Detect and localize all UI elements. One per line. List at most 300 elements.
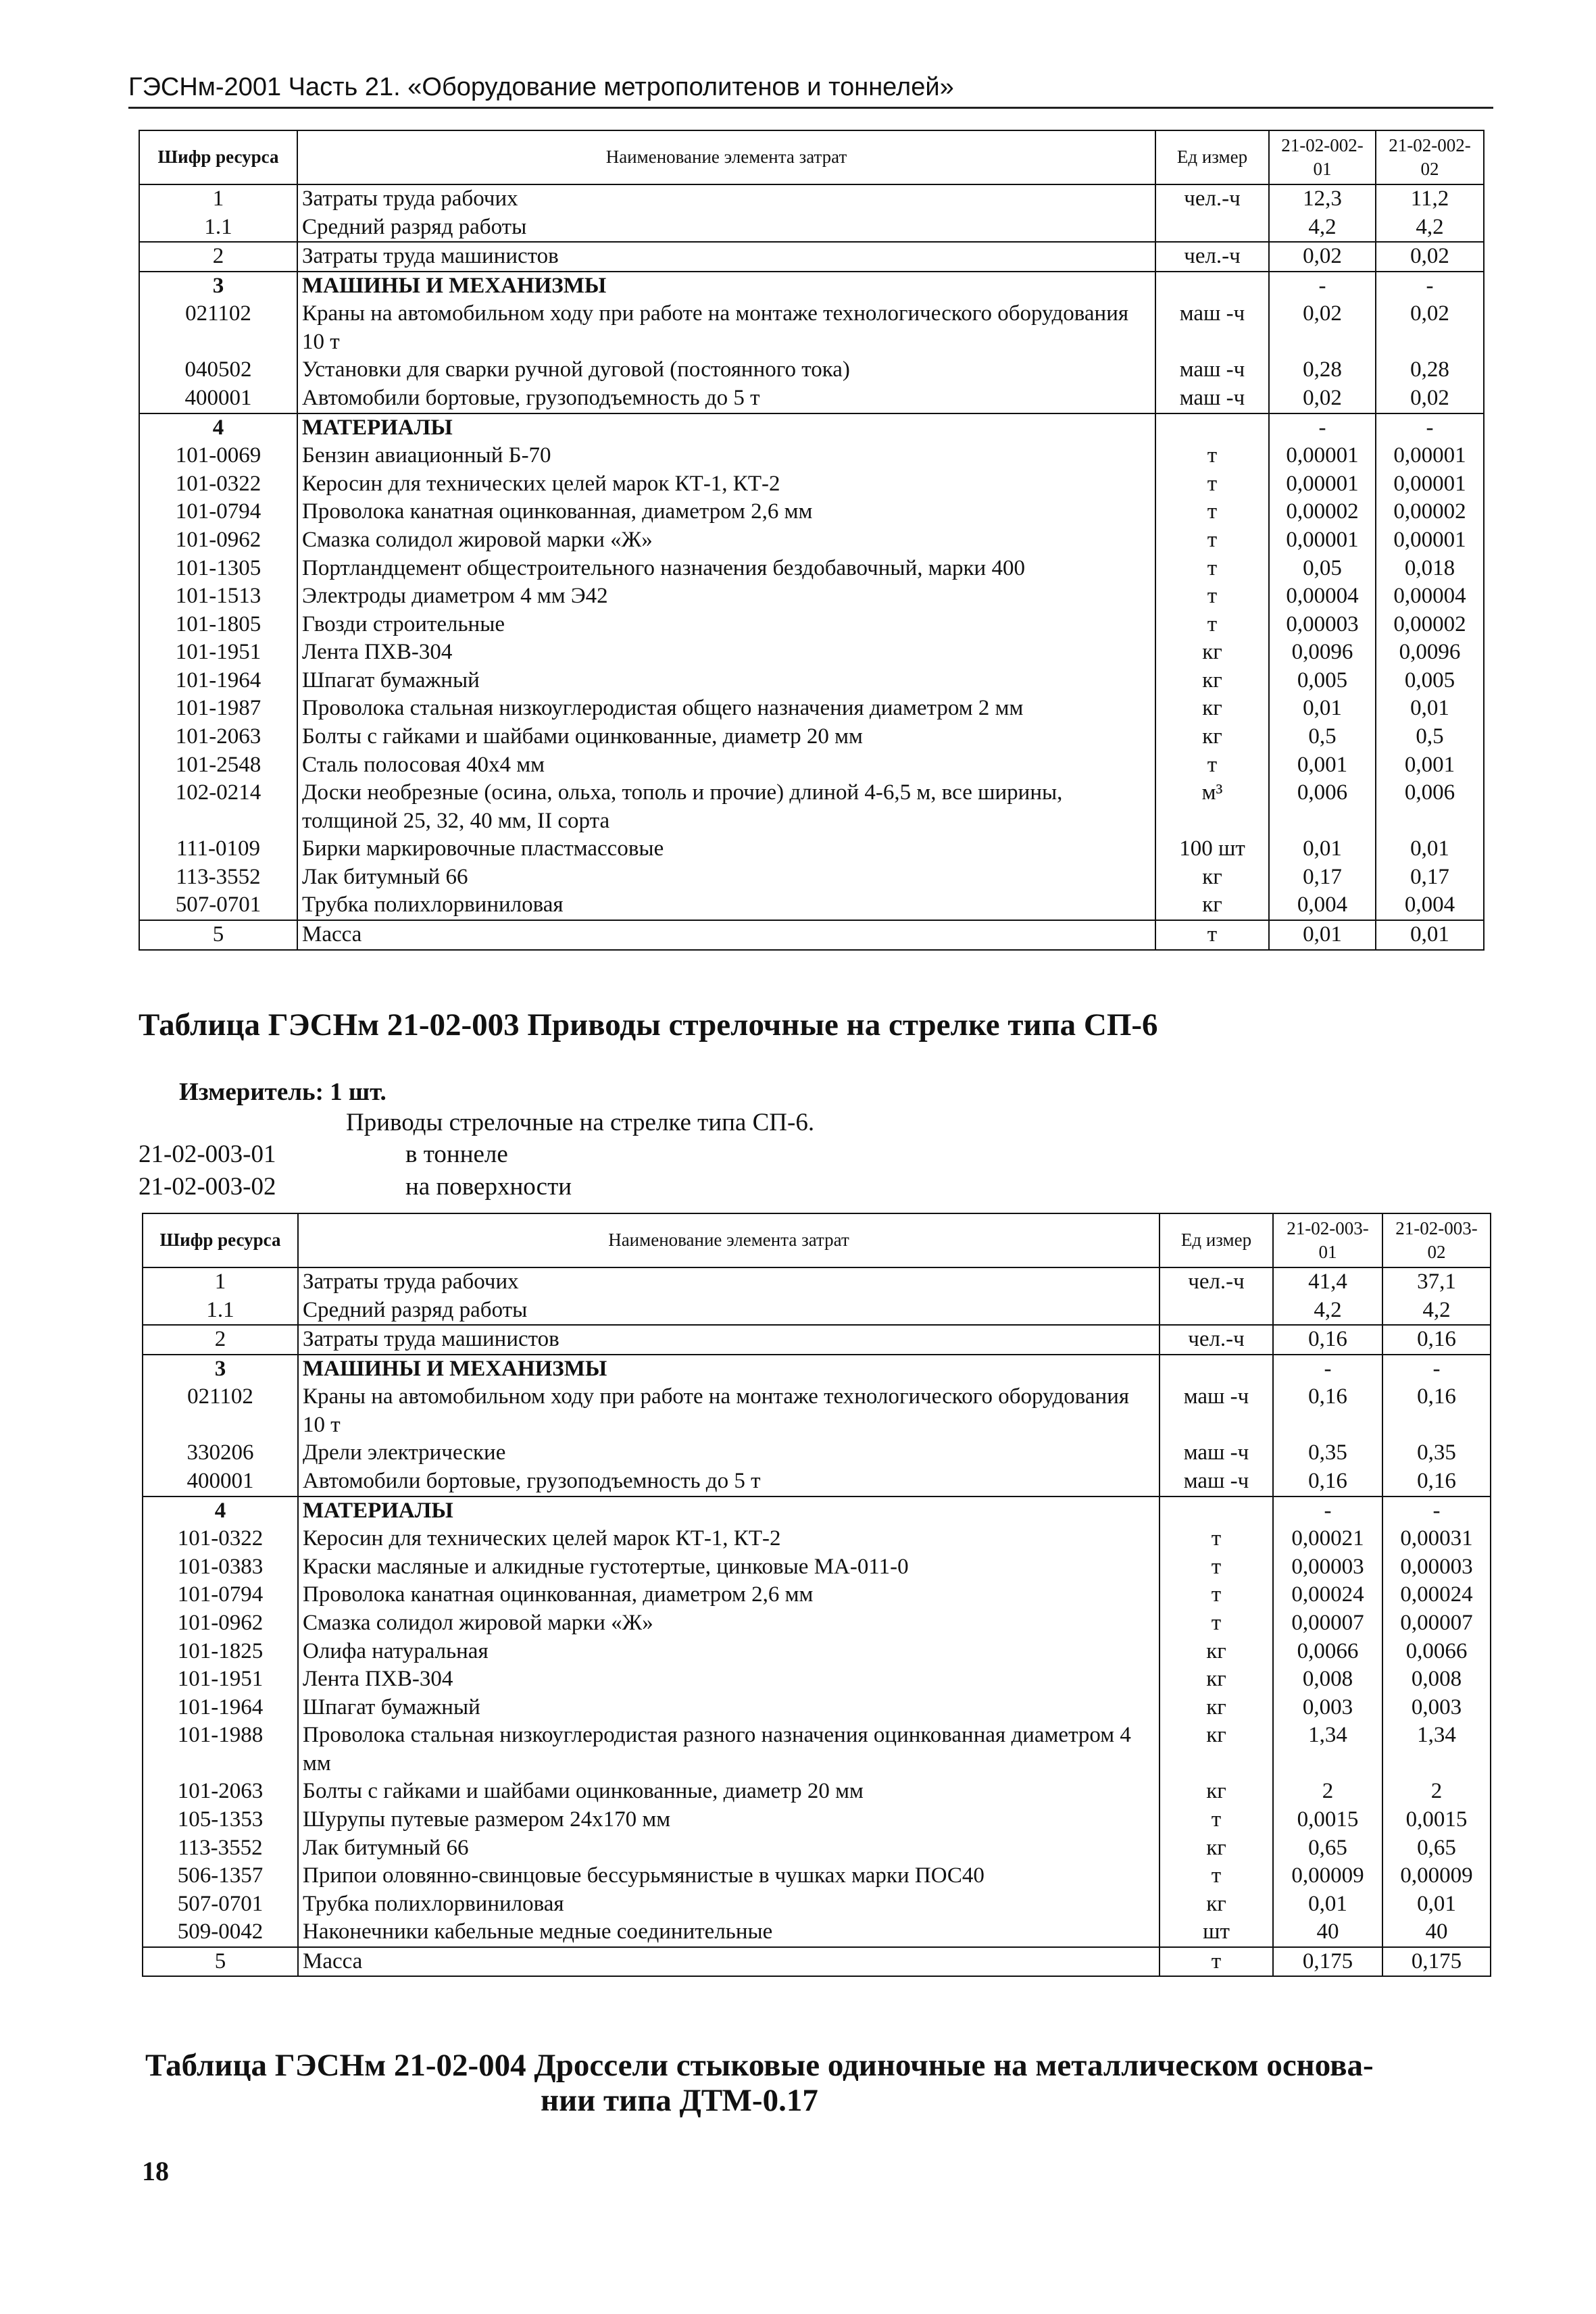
unit-cell: т — [1155, 751, 1269, 780]
value-variant-1-cell: - — [1273, 1355, 1382, 1384]
value-variant-1-cell: 0,008 — [1273, 1665, 1382, 1694]
resource-code-cell: 101-0383 — [143, 1553, 298, 1582]
table-title-21-02-004-continued: нии типа ДТМ-0.17 — [541, 2083, 818, 2118]
resource-name-cell: Олифа натуральная — [298, 1638, 1159, 1666]
unit-cell: кг — [1159, 1694, 1273, 1722]
resource-code-cell: 3 — [143, 1355, 298, 1384]
value-variant-1-cell: 2 — [1273, 1778, 1382, 1806]
unit-cell: кг — [1155, 667, 1269, 695]
resource-name-cell: Трубка полихлорвиниловая — [298, 1890, 1159, 1919]
resource-name-cell: Смазка солидол жировой марки «Ж» — [298, 1609, 1159, 1638]
resource-name-cell: Затраты труда машинистов — [297, 242, 1155, 272]
value-variant-2-cell: 0,65 — [1382, 1834, 1491, 1863]
resource-name-cell: Электроды диаметром 4 мм Э42 — [297, 582, 1155, 611]
unit-cell — [1155, 213, 1269, 243]
resource-name-cell: Средний разряд работы — [298, 1297, 1159, 1326]
resource-name-cell: Припои оловянно-свинцовые бессурьмянистые в чушках марки ПОС40 — [298, 1862, 1159, 1890]
value-variant-1-cell: 0,0066 — [1273, 1638, 1382, 1666]
value-variant-2-cell: 0,02 — [1376, 300, 1484, 356]
unit-cell: чел.-ч — [1155, 242, 1269, 272]
value-variant-2-cell: 0,01 — [1382, 1890, 1491, 1919]
unit-cell: кг — [1159, 1721, 1273, 1778]
value-variant-2-cell: 0,00004 — [1376, 582, 1484, 611]
value-variant-2-cell: 40 — [1382, 1918, 1491, 1947]
table-row — [139, 582, 1484, 611]
resource-code-cell: 101-1825 — [143, 1638, 298, 1666]
value-variant-1-cell: 0,00001 — [1269, 442, 1376, 470]
value-variant-2-cell: 0,16 — [1382, 1325, 1491, 1355]
value-variant-2-cell: 0,003 — [1382, 1694, 1491, 1722]
table-row — [143, 1467, 1491, 1496]
resource-name-cell: Затраты труда рабочих — [297, 184, 1155, 213]
resource-name-cell: Наконечники кабельные медные соединительные — [298, 1918, 1159, 1947]
value-variant-1-cell: - — [1269, 413, 1376, 443]
resource-code-cell: 4 — [143, 1496, 298, 1526]
table-row — [143, 1862, 1491, 1890]
value-variant-1-cell: 0,02 — [1269, 384, 1376, 413]
value-variant-2-cell: 0,00002 — [1376, 498, 1484, 526]
unit-cell: кг — [1159, 1834, 1273, 1863]
resource-code-cell: 400001 — [139, 384, 297, 413]
value-variant-2-cell: 0,00007 — [1382, 1609, 1491, 1638]
resource-code-cell: 101-0322 — [139, 470, 297, 499]
table-row — [139, 835, 1484, 863]
resource-code-cell: 101-0794 — [139, 498, 297, 526]
value-variant-2-cell: - — [1376, 413, 1484, 443]
resource-name-cell: Автомобили бортовые, грузоподъемность до 5 т — [298, 1467, 1159, 1496]
value-variant-1-cell: 41,4 — [1273, 1267, 1382, 1297]
value-variant-1-cell: 0,16 — [1273, 1467, 1382, 1496]
value-variant-2-cell: 0,01 — [1376, 835, 1484, 863]
resource-name-cell: Проволока канатная оцинкованная, диаметром 2,6 мм — [297, 498, 1155, 526]
column-header-variant-1: 21-02-002-01 — [1269, 130, 1376, 184]
resource-name-cell: Краски масляные и алкидные густотертые, цинковые МА-011-0 — [298, 1553, 1159, 1582]
value-variant-2-cell: 4,2 — [1376, 213, 1484, 243]
resource-code-cell: 330206 — [143, 1439, 298, 1467]
table-row — [139, 667, 1484, 695]
resource-code-cell: 2 — [139, 242, 297, 272]
resource-name-cell: Проволока стальная низкоуглеродистая разного назначения оцинкованная диаметром 4 мм — [298, 1721, 1159, 1778]
unit-cell: т — [1155, 920, 1269, 950]
value-variant-2-cell: 0,00003 — [1382, 1553, 1491, 1582]
unit-cell — [1155, 413, 1269, 443]
table-row — [143, 1918, 1491, 1947]
unit-cell — [1159, 1297, 1273, 1326]
column-header-variant-2: 21-02-002-02 — [1376, 130, 1484, 184]
header-rule — [128, 107, 1493, 109]
table-row — [143, 1525, 1491, 1553]
value-variant-2-cell: 0,16 — [1382, 1467, 1491, 1496]
resource-code-cell: 101-2063 — [139, 723, 297, 751]
resource-code-cell: 113-3552 — [143, 1834, 298, 1863]
unit-cell: т — [1155, 611, 1269, 639]
table-row — [139, 611, 1484, 639]
table-row — [143, 1694, 1491, 1722]
resource-table-21-02-003 — [142, 1213, 1491, 1977]
table-row — [139, 213, 1484, 243]
resource-code-cell: 5 — [143, 1947, 298, 1977]
table-row — [143, 1297, 1491, 1326]
value-variant-1-cell: 0,001 — [1269, 751, 1376, 780]
resource-name-cell: МАТЕРИАЛЫ — [297, 413, 1155, 443]
table-row — [139, 751, 1484, 780]
value-variant-2-cell: 0,00009 — [1382, 1862, 1491, 1890]
resource-code-cell: 2 — [143, 1325, 298, 1355]
resource-name-cell: Керосин для технических целей марок КТ-1, КТ-2 — [297, 470, 1155, 499]
unit-cell: шт — [1159, 1918, 1273, 1947]
measurement-unit — [179, 1078, 386, 1107]
resource-code-cell: 3 — [139, 272, 297, 301]
page-number: 18 — [142, 2156, 169, 2186]
variants-heading: Приводы стрелочные на стрелке типа СП-6. — [346, 1109, 815, 1136]
table-row — [143, 1890, 1491, 1919]
value-variant-1-cell: 0,16 — [1273, 1383, 1382, 1439]
table-row — [143, 1553, 1491, 1582]
column-header-code: Шифр ресурса — [139, 130, 297, 184]
resource-code-cell: 101-1513 — [139, 582, 297, 611]
value-variant-1-cell: 0,00003 — [1269, 611, 1376, 639]
unit-cell: т — [1159, 1581, 1273, 1609]
resource-name-cell: Смазка солидол жировой марки «Ж» — [297, 526, 1155, 555]
resource-code-cell: 021102 — [143, 1383, 298, 1439]
resource-name-cell: Бирки маркировочные пластмассовые — [297, 835, 1155, 863]
table-row — [143, 1665, 1491, 1694]
value-variant-2-cell: 0,00001 — [1376, 526, 1484, 555]
resource-name-cell: Средний разряд работы — [297, 213, 1155, 243]
table-row — [139, 891, 1484, 920]
table-row — [143, 1806, 1491, 1834]
table-row — [139, 695, 1484, 723]
unit-cell — [1159, 1496, 1273, 1526]
value-variant-2-cell: 0,006 — [1376, 779, 1484, 835]
value-variant-1-cell: 0,00024 — [1273, 1581, 1382, 1609]
unit-cell: кг — [1159, 1638, 1273, 1666]
resource-name-cell: Доски необрезные (осина, ольха, тополь и прочие) длиной 4-6,5 м, все ширины, толщиной 25, 32, 40 мм, II сорта — [297, 779, 1155, 835]
value-variant-2-cell: 0,28 — [1376, 356, 1484, 384]
value-variant-1-cell: 0,00021 — [1273, 1525, 1382, 1553]
column-header-name: Наименование элемента затрат — [297, 130, 1155, 184]
unit-cell: т — [1155, 582, 1269, 611]
resource-code-cell: 101-1964 — [139, 667, 297, 695]
unit-cell: кг — [1155, 723, 1269, 751]
table-row — [139, 242, 1484, 272]
table-row — [139, 920, 1484, 950]
unit-cell: т — [1155, 555, 1269, 583]
value-variant-2-cell: 0,018 — [1376, 555, 1484, 583]
resource-code-cell: 101-1951 — [139, 638, 297, 667]
value-variant-1-cell: 0,02 — [1269, 242, 1376, 272]
value-variant-1-cell: - — [1273, 1496, 1382, 1526]
table-row — [143, 1325, 1491, 1355]
resource-code-cell: 1 — [143, 1267, 298, 1297]
table-row — [139, 498, 1484, 526]
table-row — [143, 1947, 1491, 1977]
unit-cell: кг — [1159, 1778, 1273, 1806]
table-row — [139, 555, 1484, 583]
value-variant-2-cell: - — [1382, 1496, 1491, 1526]
resource-name-cell: Болты с гайками и шайбами оцинкованные, диаметр 20 мм — [297, 723, 1155, 751]
resource-code-cell: 101-1987 — [139, 695, 297, 723]
unit-cell: кг — [1159, 1890, 1273, 1919]
value-variant-1-cell: 0,00001 — [1269, 526, 1376, 555]
unit-cell: чел.-ч — [1155, 184, 1269, 213]
value-variant-2-cell: - — [1376, 272, 1484, 301]
value-variant-1-cell: 0,35 — [1273, 1439, 1382, 1467]
value-variant-2-cell: 0,5 — [1376, 723, 1484, 751]
unit-cell: м³ — [1155, 779, 1269, 835]
column-header-variant-1: 21-02-003-01 — [1273, 1213, 1382, 1267]
value-variant-2-cell: 0,001 — [1376, 751, 1484, 780]
resource-name-cell: Лак битумный 66 — [298, 1834, 1159, 1863]
resource-name-cell: Портландцемент общестроительного назначения бездобавочный, марки 400 — [297, 555, 1155, 583]
variant-text: в тоннеле — [405, 1140, 508, 1168]
value-variant-1-cell: 0,006 — [1269, 779, 1376, 835]
resource-name-cell: МАШИНЫ И МЕХАНИЗМЫ — [298, 1355, 1159, 1384]
table-row — [139, 470, 1484, 499]
table-row — [143, 1721, 1491, 1778]
table-row — [139, 442, 1484, 470]
resource-code-cell: 101-1305 — [139, 555, 297, 583]
value-variant-2-cell: 11,2 — [1376, 184, 1484, 213]
value-variant-1-cell: 0,00001 — [1269, 470, 1376, 499]
resource-code-cell: 400001 — [143, 1467, 298, 1496]
unit-cell: кг — [1155, 638, 1269, 667]
value-variant-1-cell: 0,01 — [1269, 835, 1376, 863]
measurement-unit-value: 1 шт. — [330, 1078, 386, 1106]
value-variant-2-cell: 2 — [1382, 1778, 1491, 1806]
unit-cell: маш -ч — [1155, 300, 1269, 356]
value-variant-1-cell: 0,00002 — [1269, 498, 1376, 526]
resource-code-cell: 105-1353 — [143, 1806, 298, 1834]
value-variant-2-cell: 0,005 — [1376, 667, 1484, 695]
unit-cell: маш -ч — [1155, 384, 1269, 413]
unit-cell — [1159, 1355, 1273, 1384]
column-header-unit: Ед измер — [1159, 1213, 1273, 1267]
unit-cell: т — [1155, 498, 1269, 526]
measurement-unit-label: Измеритель: — [179, 1078, 324, 1106]
value-variant-1-cell: 0,5 — [1269, 723, 1376, 751]
value-variant-2-cell: 0,35 — [1382, 1439, 1491, 1467]
unit-cell: кг — [1155, 695, 1269, 723]
resource-code-cell: 1.1 — [139, 213, 297, 243]
value-variant-1-cell: 0,004 — [1269, 891, 1376, 920]
value-variant-1-cell: 0,05 — [1269, 555, 1376, 583]
table-row — [139, 779, 1484, 835]
resource-code-cell: 509-0042 — [143, 1918, 298, 1947]
resource-name-cell: МАШИНЫ И МЕХАНИЗМЫ — [297, 272, 1155, 301]
unit-cell: т — [1159, 1609, 1273, 1638]
resource-name-cell: Шпагат бумажный — [297, 667, 1155, 695]
table-row — [143, 1581, 1491, 1609]
unit-cell: чел.-ч — [1159, 1325, 1273, 1355]
unit-cell: маш -ч — [1159, 1439, 1273, 1467]
value-variant-1-cell: 0,65 — [1273, 1834, 1382, 1863]
variant-code: 21-02-003-02 — [139, 1173, 276, 1201]
value-variant-1-cell: 0,17 — [1269, 863, 1376, 892]
resource-name-cell: Автомобили бортовые, грузоподъемность до 5 т — [297, 384, 1155, 413]
value-variant-2-cell: 0,00024 — [1382, 1581, 1491, 1609]
resource-code-cell: 113-3552 — [139, 863, 297, 892]
value-variant-2-cell: 0,01 — [1376, 920, 1484, 950]
column-header-name: Наименование элемента затрат — [298, 1213, 1159, 1267]
resource-name-cell: Болты с гайками и шайбами оцинкованные, диаметр 20 мм — [298, 1778, 1159, 1806]
table-row — [143, 1834, 1491, 1863]
value-variant-2-cell: 37,1 — [1382, 1267, 1491, 1297]
value-variant-1-cell: 1,34 — [1273, 1721, 1382, 1778]
resource-name-cell: Установки для сварки ручной дуговой (постоянного тока) — [297, 356, 1155, 384]
value-variant-1-cell: 0,00007 — [1273, 1609, 1382, 1638]
value-variant-1-cell: 0,00004 — [1269, 582, 1376, 611]
variant-code: 21-02-003-01 — [139, 1140, 276, 1168]
table-row — [139, 413, 1484, 443]
value-variant-2-cell: 0,17 — [1376, 863, 1484, 892]
resource-code-cell: 101-2548 — [139, 751, 297, 780]
value-variant-1-cell: 0,16 — [1273, 1325, 1382, 1355]
value-variant-1-cell: 0,01 — [1269, 920, 1376, 950]
value-variant-1-cell: 0,01 — [1273, 1890, 1382, 1919]
table-row — [139, 184, 1484, 213]
unit-cell: т — [1155, 526, 1269, 555]
unit-cell: кг — [1155, 863, 1269, 892]
resource-code-cell: 040502 — [139, 356, 297, 384]
resource-code-cell: 101-0069 — [139, 442, 297, 470]
table-title-21-02-003: Таблица ГЭСНм 21-02-003 Приводы стрелочные на стрелке типа СП-6 — [139, 1007, 1158, 1042]
value-variant-2-cell: 0,004 — [1376, 891, 1484, 920]
resource-code-cell: 101-1964 — [143, 1694, 298, 1722]
value-variant-1-cell: 0,01 — [1269, 695, 1376, 723]
table-title-21-02-004: Таблица ГЭСНм 21-02-004 Дроссели стыковые одиночные на металлическом основа- — [145, 2048, 1374, 2083]
unit-cell: маш -ч — [1159, 1383, 1273, 1439]
value-variant-1-cell: 0,0096 — [1269, 638, 1376, 667]
table-row — [143, 1609, 1491, 1638]
value-variant-2-cell: 0,00002 — [1376, 611, 1484, 639]
table-row — [139, 723, 1484, 751]
resource-name-cell: Сталь полосовая 40х4 мм — [297, 751, 1155, 780]
unit-cell: т — [1159, 1947, 1273, 1977]
unit-cell: т — [1159, 1806, 1273, 1834]
resource-name-cell: Гвозди строительные — [297, 611, 1155, 639]
value-variant-2-cell: 0,16 — [1382, 1383, 1491, 1439]
resource-name-cell: Масса — [297, 920, 1155, 950]
table-row — [143, 1496, 1491, 1526]
value-variant-1-cell: 4,2 — [1273, 1297, 1382, 1326]
table-row — [143, 1383, 1491, 1439]
unit-cell: 100 шт — [1155, 835, 1269, 863]
resource-name-cell: Проволока стальная низкоуглеродистая общего назначения диаметром 2 мм — [297, 695, 1155, 723]
table-row — [143, 1267, 1491, 1297]
value-variant-1-cell: 0,00003 — [1273, 1553, 1382, 1582]
resource-name-cell: Лак битумный 66 — [297, 863, 1155, 892]
value-variant-2-cell: 0,175 — [1382, 1947, 1491, 1977]
resource-name-cell: Дрели электрические — [298, 1439, 1159, 1467]
table-row — [143, 1778, 1491, 1806]
table-row — [139, 272, 1484, 301]
value-variant-2-cell: 0,0015 — [1382, 1806, 1491, 1834]
unit-cell — [1155, 272, 1269, 301]
resource-code-cell: 4 — [139, 413, 297, 443]
unit-cell: т — [1159, 1553, 1273, 1582]
resource-name-cell: Лента ПХВ-304 — [298, 1665, 1159, 1694]
resource-code-cell: 101-0322 — [143, 1525, 298, 1553]
resource-code-cell: 101-1951 — [143, 1665, 298, 1694]
unit-cell: чел.-ч — [1159, 1267, 1273, 1297]
unit-cell: кг — [1155, 891, 1269, 920]
resource-code-cell: 101-2063 — [143, 1778, 298, 1806]
value-variant-1-cell: 4,2 — [1269, 213, 1376, 243]
resource-name-cell: Краны на автомобильном ходу при работе на монтаже технологического оборудования 10 т — [298, 1383, 1159, 1439]
column-header-code: Шифр ресурса — [143, 1213, 298, 1267]
resource-name-cell: МАТЕРИАЛЫ — [298, 1496, 1159, 1526]
resource-name-cell: Трубка полихлорвиниловая — [297, 891, 1155, 920]
resource-code-cell: 1.1 — [143, 1297, 298, 1326]
resource-code-cell: 111-0109 — [139, 835, 297, 863]
table-row — [143, 1638, 1491, 1666]
resource-name-cell: Шпагат бумажный — [298, 1694, 1159, 1722]
value-variant-1-cell: 0,28 — [1269, 356, 1376, 384]
unit-cell: т — [1155, 442, 1269, 470]
unit-cell: маш -ч — [1155, 356, 1269, 384]
page-header: ГЭСНм-2001 Часть 21. «Оборудование метрополитенов и тоннелей» — [128, 73, 954, 101]
table-row — [139, 863, 1484, 892]
value-variant-2-cell: 0,0066 — [1382, 1638, 1491, 1666]
value-variant-1-cell: 0,00009 — [1273, 1862, 1382, 1890]
value-variant-1-cell: - — [1269, 272, 1376, 301]
unit-cell: т — [1159, 1862, 1273, 1890]
resource-name-cell: Бензин авиационный Б-70 — [297, 442, 1155, 470]
resource-name-cell: Лента ПХВ-304 — [297, 638, 1155, 667]
table-row — [143, 1439, 1491, 1467]
unit-cell: маш -ч — [1159, 1467, 1273, 1496]
value-variant-1-cell: 0,02 — [1269, 300, 1376, 356]
value-variant-1-cell: 40 — [1273, 1918, 1382, 1947]
resource-name-cell: Краны на автомобильном ходу при работе на монтаже технологического оборудования 10 т — [297, 300, 1155, 356]
value-variant-1-cell: 0,003 — [1273, 1694, 1382, 1722]
value-variant-1-cell: 0,0015 — [1273, 1806, 1382, 1834]
resource-name-cell: Проволока канатная оцинкованная, диаметром 2,6 мм — [298, 1581, 1159, 1609]
value-variant-2-cell: 0,008 — [1382, 1665, 1491, 1694]
value-variant-2-cell: 0,00001 — [1376, 470, 1484, 499]
unit-cell: кг — [1159, 1665, 1273, 1694]
value-variant-2-cell: 4,2 — [1382, 1297, 1491, 1326]
resource-code-cell: 507-0701 — [139, 891, 297, 920]
value-variant-2-cell: 0,0096 — [1376, 638, 1484, 667]
value-variant-2-cell: 0,02 — [1376, 384, 1484, 413]
table-row — [139, 638, 1484, 667]
table-row — [139, 384, 1484, 413]
unit-cell: т — [1155, 470, 1269, 499]
table-row — [139, 300, 1484, 356]
value-variant-2-cell: - — [1382, 1355, 1491, 1384]
resource-name-cell: Керосин для технических целей марок КТ-1, КТ-2 — [298, 1525, 1159, 1553]
value-variant-2-cell: 0,01 — [1376, 695, 1484, 723]
column-header-unit: Ед измер — [1155, 130, 1269, 184]
resource-code-cell: 101-0962 — [139, 526, 297, 555]
value-variant-2-cell: 0,00031 — [1382, 1525, 1491, 1553]
resource-code-cell: 101-1988 — [143, 1721, 298, 1778]
value-variant-1-cell: 0,005 — [1269, 667, 1376, 695]
value-variant-1-cell: 12,3 — [1269, 184, 1376, 213]
resource-code-cell: 021102 — [139, 300, 297, 356]
resource-name-cell: Затраты труда машинистов — [298, 1325, 1159, 1355]
column-header-variant-2: 21-02-003-02 — [1382, 1213, 1491, 1267]
resource-code-cell: 102-0214 — [139, 779, 297, 835]
resource-code-cell: 5 — [139, 920, 297, 950]
resource-code-cell: 101-0962 — [143, 1609, 298, 1638]
value-variant-2-cell: 0,02 — [1376, 242, 1484, 272]
resource-code-cell: 507-0701 — [143, 1890, 298, 1919]
table-row — [139, 356, 1484, 384]
resource-name-cell: Затраты труда рабочих — [298, 1267, 1159, 1297]
